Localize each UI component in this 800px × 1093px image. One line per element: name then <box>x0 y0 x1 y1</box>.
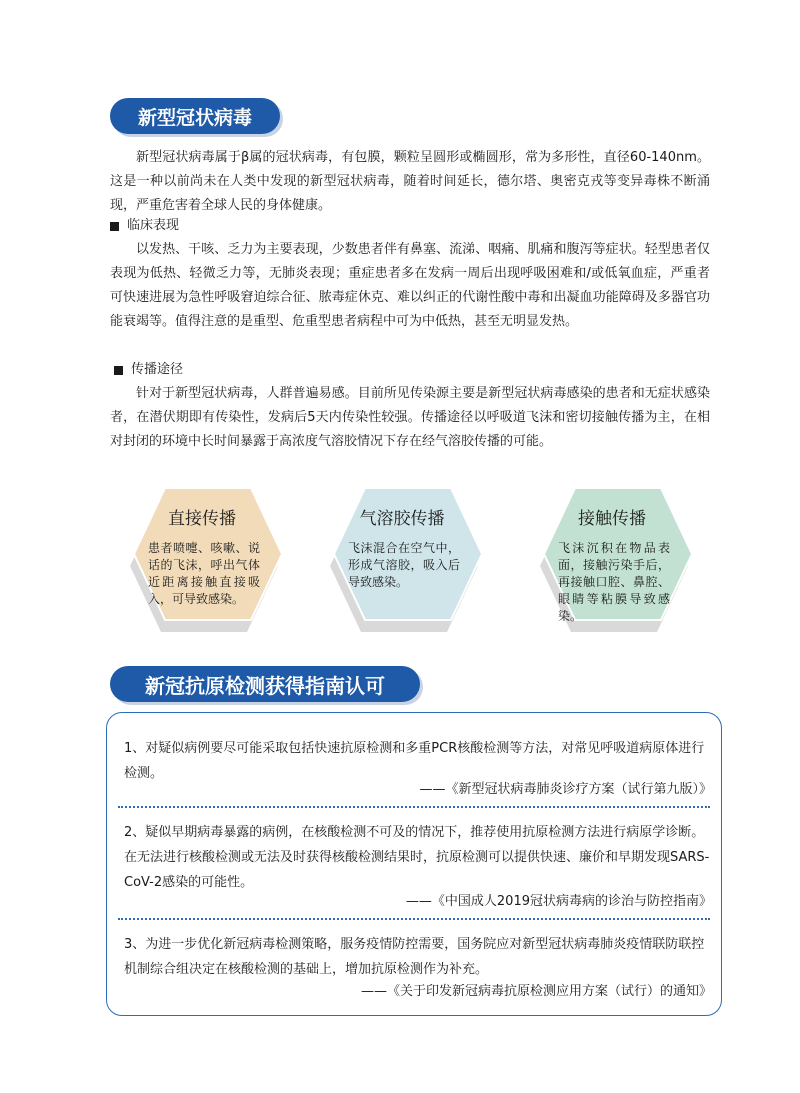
route-text: 飞沫混合在空气中，形成气溶胶，吸入后导致感染。 <box>348 541 460 589</box>
route-aerosol-card <box>318 478 488 638</box>
dotted-divider <box>118 806 710 808</box>
clinical-heading-label: 临床表现 <box>127 218 180 233</box>
route-direct-card <box>118 478 288 638</box>
route-text: 患者喷嚏、咳嗽、说话的飞沫，呼出气体近距离接触直接吸入，可导致感染。 <box>148 541 260 606</box>
transmission-heading-label: 传播途径 <box>131 362 184 377</box>
section-title-antigen-guidelines: 新冠抗原检测获得指南认可 <box>110 666 420 702</box>
guideline-item-3: 3、为进一步优化新冠病毒检测策略，服务疫情防控需要，国务院应对新型冠状病毒肺炎疫情联防联控机制综合组决定在核酸检测的基础上，增加抗原检测作为补充。 <box>124 937 705 977</box>
intro-paragraph: 新型冠状病毒属于β属的冠状病毒，有包膜，颗粒呈圆形或椭圆形，常为多形性，直径60-140nm。这是一种以前尚未在人类中发现的新型冠状病毒，随着时间延长，德尔塔、奥密克戎等变异毒株不断涌现，严重危害着全球人民的身体健康。 <box>110 150 710 213</box>
route-title: 接触传播 <box>578 509 646 529</box>
route-contact-card <box>528 478 698 638</box>
route-title: 气溶胶传播 <box>359 509 445 529</box>
guideline-source-2: ——《中国成人2019冠状病毒病的诊治与防控指南》 <box>405 894 712 909</box>
section-title-coronavirus: 新型冠状病毒 <box>110 98 280 134</box>
transmission-paragraph: 针对于新型冠状病毒，人群普遍易感。目前所见传染源主要是新型冠状病毒感染的患者和无症状感染者，在潜伏期即有传染性，发病后5天内传染性较强。传播途径以呼吸道飞沫和密切接触传播为主，在相对封闭的环境中长时间暴露于高浓度气溶胶情况下存在经气溶胶传播的可能。 <box>110 386 710 449</box>
guideline-source-1: ——《新型冠状病毒肺炎诊疗方案（试行第九版）》 <box>419 782 712 797</box>
transmission-heading <box>114 360 183 380</box>
guideline-item-1: 1、对疑似病例要尽可能采取包括快速抗原检测和多重PCR核酸检测等方法，对常见呼吸道病原体进行检测。 <box>124 741 705 781</box>
dotted-divider <box>118 918 710 920</box>
route-text: 飞沫沉积在物品表面，接触污染手后，再接触口腔、鼻腔、眼睛等粘膜导致感染。 <box>558 541 670 623</box>
clinical-paragraph: 以发热、干咳、乏力为主要表现，少数患者伴有鼻塞、流涕、咽痛、肌痛和腹泻等症状。轻型患者仅表现为低热、轻微乏力等，无肺炎表现；重症患者多在发病一周后出现呼吸困难和/或低氧血症，严重者可快速进展为急性呼吸窘迫综合征、脓毒症休克、难以纠正的代谢性酸中毒和出凝血功能障碍及多器官功能衰竭等。值得注意的是重型、危重型患者病程中可为中低热，甚至无明显发热。 <box>110 242 710 329</box>
guideline-item-2: 2、疑似早期病毒暴露的病例，在核酸检测不可及的情况下，推荐使用抗原检测方法进行病原学诊断。在无法进行核酸检测或无法及时获得核酸检测结果时，抗原检测可以提供快速、廉价和早期发现SARS-CoV-2感染的可能性。 <box>124 825 710 890</box>
route-title: 直接传播 <box>168 509 236 529</box>
square-bullet-icon <box>110 222 119 231</box>
guideline-source-3: ——《关于印发新冠病毒抗原检测应用方案（试行）的通知》 <box>360 984 712 999</box>
square-bullet-icon <box>114 366 123 375</box>
clinical-heading <box>110 216 179 236</box>
